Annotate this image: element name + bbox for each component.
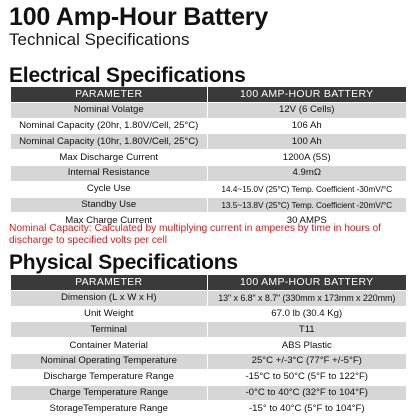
table-row <box>11 322 406 338</box>
parameter-cell: Nominal Volatge <box>11 102 207 118</box>
value-cell: 106 Ah <box>207 118 406 134</box>
column-header-parameter: PARAMETER <box>11 275 207 290</box>
table-row <box>11 290 406 306</box>
table-row <box>11 165 406 181</box>
parameter-cell: Container Material <box>11 338 207 354</box>
document-subtitle: Technical Specifications <box>9 30 190 49</box>
table-row <box>11 181 406 197</box>
value-cell: 67.0 lb (30.4 Kg) <box>207 306 406 322</box>
table-row <box>11 353 406 369</box>
value-cell: 1200A (5S) <box>207 150 406 166</box>
value-cell: -15° to 40°C (5°F to 104°F) <box>207 401 406 417</box>
document-title: 100 Amp-Hour Battery <box>9 3 269 31</box>
parameter-cell: Max Discharge Current <box>11 150 207 166</box>
parameter-cell: Discharge Temperature Range <box>11 369 207 385</box>
value-cell: 14.4~15.0V (25°C) Temp. Coefficient -30mV/°C <box>207 181 406 197</box>
parameter-cell: Internal Resistance <box>11 165 207 181</box>
value-cell: 13.5~13.8V (25°C) Temp. Coefficient -20mV/°C <box>207 197 406 213</box>
parameter-cell: Cycle Use <box>11 181 207 197</box>
value-cell: 4.9mΩ <box>207 165 406 181</box>
parameter-cell: StorageTemperature Range <box>11 401 207 417</box>
table-row <box>11 102 406 118</box>
parameter-cell: Standby Use <box>11 197 207 213</box>
value-cell: 100 Ah <box>207 134 406 150</box>
column-header-battery: 100 AMP-HOUR BATTERY <box>207 275 406 290</box>
physical-spec-table <box>11 275 406 417</box>
table-row <box>11 118 406 134</box>
parameter-cell: Unit Weight <box>11 306 207 322</box>
value-cell: -15°C to 50°C (5°F to 122°F) <box>207 369 406 385</box>
parameter-cell: Nominal Operating Temperature <box>11 353 207 369</box>
table-row <box>11 401 406 417</box>
value-cell: 25°C +/-3°C (77°F +/-5°F) <box>207 353 406 369</box>
table-header-row <box>11 275 406 290</box>
value-cell: 30 AMPS <box>207 213 406 229</box>
parameter-cell: Nominal Capacity (10hr, 1.80V/Cell, 25°C) <box>11 134 207 150</box>
parameter-cell: Max Charge Current <box>11 213 207 229</box>
parameter-cell: Dimension (L x W x H) <box>11 290 207 306</box>
table-row <box>11 150 406 166</box>
value-cell: T11 <box>207 322 406 338</box>
column-header-battery: 100 AMP-HOUR BATTERY <box>207 87 406 102</box>
electrical-section-title: Electrical Specifications <box>9 64 246 87</box>
value-cell: -0°C to 40°C (32°F to 104°F) <box>207 385 406 401</box>
table-row <box>11 385 406 401</box>
value-cell: ABS Plastic <box>207 338 406 354</box>
table-row <box>11 197 406 213</box>
parameter-cell: Charge Temperature Range <box>11 385 207 401</box>
column-header-parameter: PARAMETER <box>11 87 207 102</box>
capacity-footnote: Nominal Capacity: Calculated by multiplying current in amperes by time in hours of discharge to specified volts per cell <box>9 223 382 246</box>
physical-section-title: Physical Specifications <box>9 251 238 274</box>
table-header-row <box>11 87 406 102</box>
parameter-cell: Nominal Capacity (20hr, 1.80V/Cell, 25°C) <box>11 118 207 134</box>
parameter-cell: Terminal <box>11 322 207 338</box>
value-cell: 12V (6 Cells) <box>207 102 406 118</box>
value-cell: 13" x 6.8" x 8.7" (330mm x 173mm x 220mm) <box>207 290 406 306</box>
table-row <box>11 134 406 150</box>
electrical-spec-table <box>11 87 406 229</box>
table-row <box>11 306 406 322</box>
table-row <box>11 369 406 385</box>
table-row <box>11 338 406 354</box>
